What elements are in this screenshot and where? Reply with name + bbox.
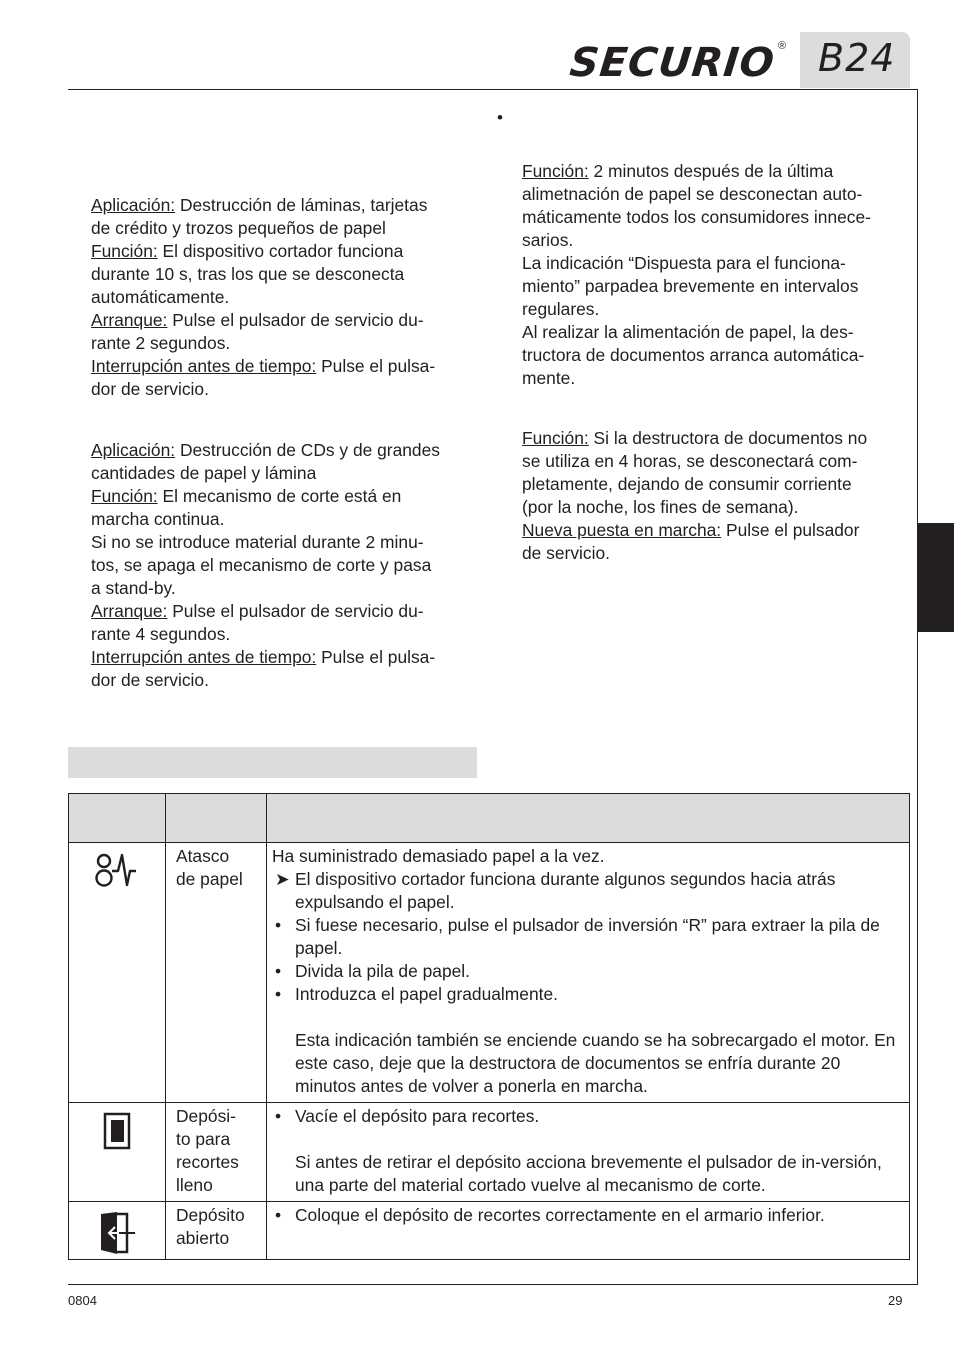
text-nueva-puesta: Pulse el pulsador de servicio. [522, 520, 860, 563]
right-rule [917, 89, 918, 1285]
indicator-cell [69, 1202, 166, 1260]
list-item-text: Divida la pila de papel. [295, 961, 470, 981]
state-name: Depósi- to para recortes lleno [166, 1103, 267, 1202]
bullet-marker: • [275, 915, 282, 935]
label-funcion: Función: [91, 486, 158, 506]
bullet-marker: • [275, 984, 282, 1004]
label-arranque: Arranque: [91, 601, 168, 621]
bullet-marker: • [497, 108, 503, 127]
list-item [272, 1204, 899, 1227]
remedy-cell [267, 1103, 910, 1202]
label-aplicacion: Aplicación: [91, 440, 176, 460]
label-aplicacion: Aplicación: [91, 195, 176, 215]
text-funcion: El dispositivo cortador funciona durante 10 s, tras los que se desconecta automáticamente. [91, 241, 405, 307]
label-funcion: Función: [522, 428, 589, 448]
remedy-note: Si antes de retirar el depósito acciona brevemente el pulsador de in-versión, una parte del material cortado vuelve al mecanismo de corte. [295, 1152, 882, 1195]
header-rule [68, 89, 918, 90]
indicator-cell [69, 843, 166, 1103]
header-cell-indicator [69, 794, 166, 843]
bullet-marker: • [275, 1205, 282, 1225]
label-nueva-puesta: Nueva puesta en marcha: [522, 520, 722, 540]
footer-code: 0804 [68, 1293, 97, 1308]
list-item [272, 914, 899, 960]
label-interrupcion: Interrupción antes de tiempo: [91, 356, 317, 376]
remedy-intro: Ha suministrado demasiado papel a la vez. [272, 846, 605, 866]
text-funcion: Si la destructora de documentos no se utiliza en 4 horas, se desconectará com- pletamente, dejando de consumir corriente (por la noche, los fines de semana). [522, 428, 868, 517]
text-interrupcion: Pulse el pulsa- dor de servicio. [91, 647, 436, 690]
remedy-note: Esta indicación también se enciende cuando se ha sobrecargado el motor. En este caso, deje que la destructora de documentos se enfría durante 20 minutos antes de volver a ponerla en marcha. [295, 1030, 896, 1096]
page-number: 29 [888, 1293, 903, 1308]
label-funcion: Función: [522, 161, 589, 181]
paper-jam-icon [95, 851, 139, 889]
table-header-row [69, 794, 910, 843]
model-name: B24 [818, 36, 896, 80]
list-item-text: Coloque el depósito de recortes correctamente en el armario inferior. [295, 1205, 825, 1225]
list-item [272, 960, 899, 983]
text-arranque: Pulse el pulsador de servicio du- rante 2 segundos. [91, 310, 424, 353]
right-block-2 [522, 404, 914, 565]
header-cell-remedy [267, 794, 910, 843]
remedy-cell [267, 843, 910, 1103]
table-row [69, 1103, 910, 1202]
chapter-tab [917, 523, 954, 632]
list-item [272, 1105, 899, 1128]
brand-logo [567, 32, 910, 88]
label-funcion: Función: [91, 241, 158, 261]
state-name: Depósito abierto [166, 1202, 267, 1260]
text-arranque: Pulse el pulsador de servicio du- rante 4 segundos. [91, 601, 424, 644]
list-item-text: Vacíe el depósito para recortes. [295, 1106, 540, 1126]
header-cell-cause [166, 794, 267, 843]
list-item-text: Introduzca el papel gradualmente. [295, 984, 558, 1004]
text-interrupcion: Pulse el pulsa- dor de servicio. [91, 356, 436, 399]
remedy-cell [267, 1202, 910, 1260]
left-block-2 [91, 416, 491, 692]
label-interrupcion: Interrupción antes de tiempo: [91, 647, 317, 667]
footer-rule [68, 1284, 918, 1285]
arrow-marker: ➤ [275, 869, 290, 889]
text-funcion: 2 minutos después de la última alimetnación de papel se desconectan auto- máticamente todos los consumidores innece- sarios. La indicación “Dispuesta para el funciona- miento” parpadea brevemente en intervalos regulares. Al realizar la alimentación de papel, la des- tructora de documentos arranca automática- mente. [522, 161, 871, 388]
brand-name: SECURIO [567, 40, 778, 86]
bin-full-icon [102, 1111, 132, 1151]
section-heading-bar [68, 747, 477, 778]
list-item [272, 868, 899, 914]
text-aplicacion: Destrucción de láminas, tarjetas de crédito y trozos pequeños de papel [91, 195, 428, 238]
table-row [69, 1202, 910, 1260]
table-row [69, 843, 910, 1103]
model-box [800, 32, 910, 88]
state-name: Atasco de papel [166, 843, 267, 1103]
right-block-1 [522, 137, 914, 390]
text-funcion: El mecanismo de corte está en marcha continua. Si no se introduce material durante 2 minu- tos, se apaga el mecanismo de corte y pasa a stand-by. [91, 486, 432, 598]
registered-mark: ® [778, 40, 787, 52]
label-arranque: Arranque: [91, 310, 168, 330]
bullet-marker: • [275, 1106, 282, 1126]
list-item-text: El dispositivo cortador funciona durante algunos segundos hacia atrás expulsando el papel. [295, 869, 836, 912]
bullet-marker: • [275, 961, 282, 981]
door-open-icon [97, 1210, 137, 1256]
list-item [272, 983, 899, 1006]
indicator-cell [69, 1103, 166, 1202]
left-block-1 [91, 171, 491, 401]
list-item-text: Si fuese necesario, pulse el pulsador de inversión “R” para extraer la pila de papel. [295, 915, 880, 958]
text-aplicacion: Destrucción de CDs y de grandes cantidades de papel y lámina [91, 440, 440, 483]
troubleshooting-table [68, 793, 910, 1260]
